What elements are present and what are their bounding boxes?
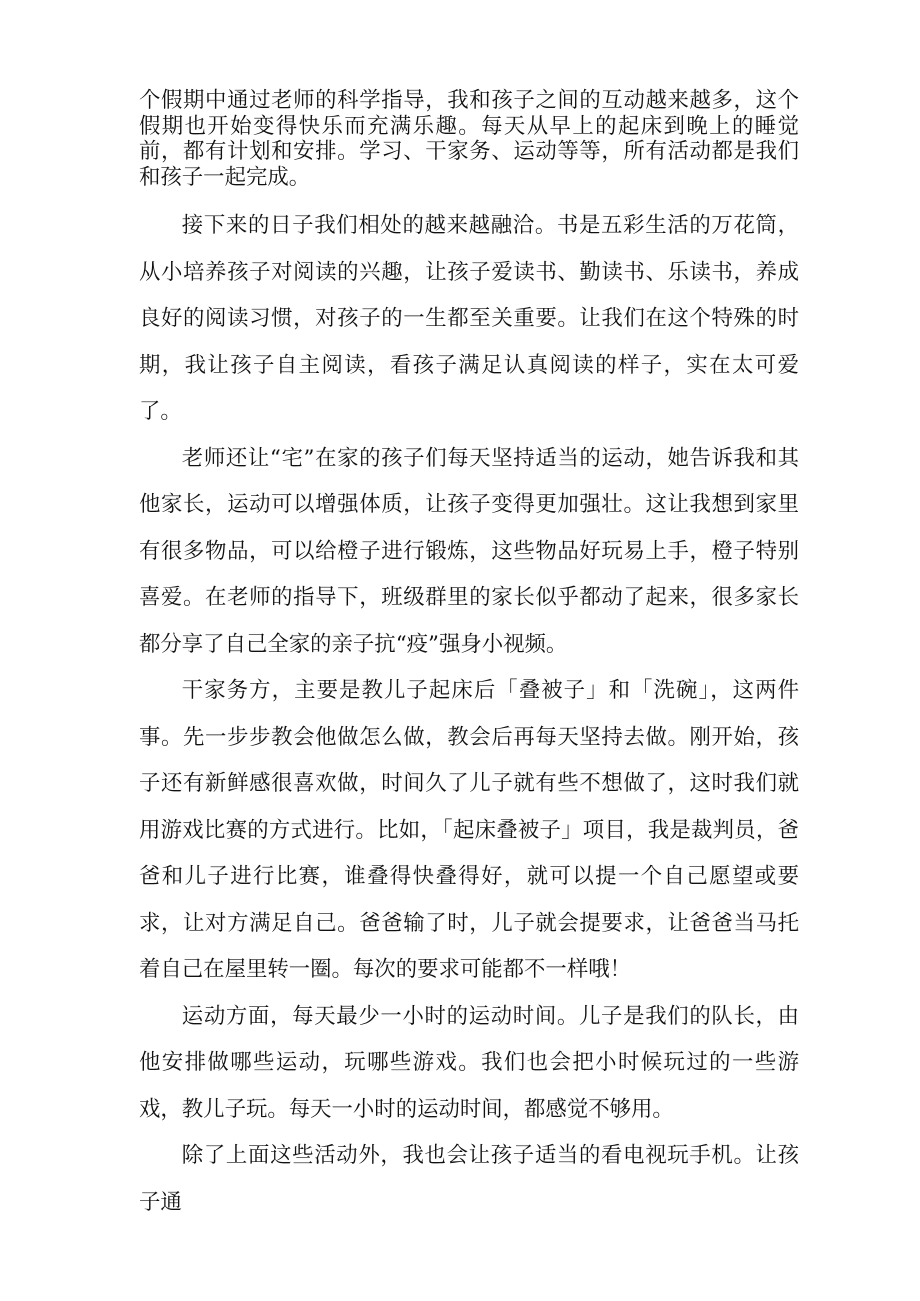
paragraph-4: 干家务方，主要是教儿子起床后「叠被子」和「洗碗」，这两件事。先一步步教会他做怎么做，教会后再每天坚持去做。刚开始，孩子还有新鲜感很喜欢做，时间久了儿子就有些不想做了，这时我们就用游戏比赛的方式进行。比如，「起床叠被子」项目，我是裁判员，爸爸和儿子进行比赛，谁叠得快叠得好，就可以提一个自己愿望或要求，让对方满足自己。爸爸输了时，儿子就会提要求，让爸爸当马托着自己在屋里转一圈。每次的要求可能都不一样哦！ bbox=[139, 678, 799, 982]
paragraph-5: 运动方面，每天最少一小时的运动时间。儿子是我们的队长，由他安排做哪些运动，玩哪些游戏。我们也会把小时候玩过的一些游戏，教儿子玩。每天一小时的运动时间，都感觉不够用。 bbox=[139, 1003, 799, 1122]
paragraph-3: 老师还让“宅”在家的孩子们每天坚持适当的运动，她告诉我和其他家长，运动可以增强体质，让孩子变得更加强壮。这让我想到家里有很多物品，可以给橙子进行锻炼，这些物品好玩易上手，橙子特别喜爱。在老师的指导下，班级群里的家长似乎都动了起来，很多家长都分享了自己全家的亲子抗“疫”强身小视频。 bbox=[139, 445, 799, 657]
document-body bbox=[139, 88, 799, 1226]
paragraph-2: 接下来的日子我们相处的越来越融洽。书是五彩生活的万花筒，从小培养孩子对阅读的兴趣，让孩子爱读书、勤读书、乐读书，养成良好的阅读习惯，对孩子的一生都至关重要。让我们在这个特殊的时期，我让孩子自主阅读，看孩子满足认真阅读的样子，实在太可爱了。 bbox=[139, 213, 799, 424]
paragraph-6: 除了上面这些活动外，我也会让孩子适当的看电视玩手机。让孩子通 bbox=[139, 1143, 799, 1215]
paragraph-1: 个假期中通过老师的科学指导，我和孩子之间的互动越来越多，这个假期也开始变得快乐而充满乐趣。每天从早上的起床到晚上的睡觉前，都有计划和安排。学习、干家务、运动等等，所有活动都是我们和孩子一起完成。 bbox=[139, 88, 799, 190]
